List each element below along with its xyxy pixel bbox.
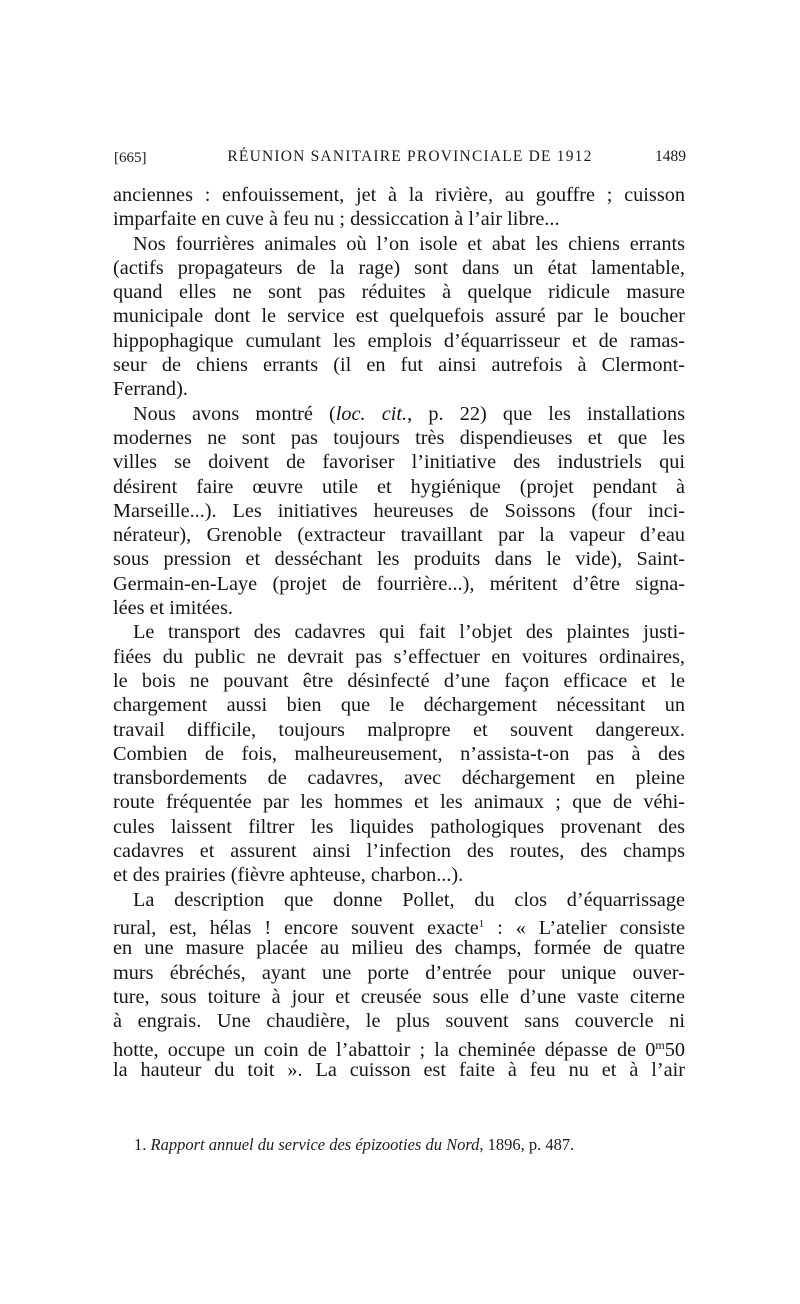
running-title: RÉUNION SANITAIRE PROVINCIALE DE 1912 [227, 148, 593, 165]
text-line: Ferrand). [113, 378, 188, 401]
footnote-title: Rapport annuel du service des épizooties du Nord [150, 1135, 480, 1154]
text-line: route fréquentée par les hommes et les animaux ; que de véhi- [113, 791, 685, 814]
text-line: transbordements de cadavres, avec déchargement en pleine [113, 767, 685, 790]
footnote-number: 1. [134, 1135, 147, 1154]
text-line: Marseille...). Les initiatives heureuses de Soissons (four inci- [113, 499, 685, 522]
text-line: cules laissent filtrer les liquides pathologiques provenant des [113, 815, 685, 838]
folio-number: 1489 [655, 148, 686, 165]
text-line: murs ébréchés, ayant une porte d’entrée pour unique ouver- [113, 961, 685, 984]
text-line: hippophagique cumulant les emplois d’équarrisseur et de ramas- [113, 329, 685, 352]
footnote [134, 1135, 654, 1155]
text-line: en une masure placée au milieu des champs, formée de quatre [113, 937, 685, 960]
text-line: hotte, occupe un coin de l’abattoir ; la cheminée dépasse de 0$^m$50 [113, 1038, 685, 1062]
running-header [114, 148, 686, 170]
text-line: Nous avons montré (loc. cit., p. 22) que les installations [133, 402, 685, 425]
text-fragment: : « L’atelier consiste [484, 916, 685, 939]
text-line: villes se doivent de favoriser l’initiative des industriels qui [113, 451, 685, 474]
text-line: imparfaite en cuve à feu nu ; dessiccation à l’air libre... [113, 208, 560, 231]
page-bracket-number: [665] [114, 150, 147, 166]
text-line: (actifs propagateurs de la rage) sont dans un état lamentable, [113, 256, 685, 279]
text-line: chargement aussi bien que le déchargement nécessitant un [113, 694, 685, 717]
text-line: sous pression et desséchant les produits dans le vide), Saint- [113, 548, 685, 571]
text-line: Germain-en-Laye (projet de fourrière...), méritent d’être signa- [113, 572, 685, 595]
text-fragment: 50 [664, 1039, 685, 1062]
text-line: Combien de fois, malheureusement, n’assista-t-on pas à des [113, 742, 685, 765]
text-line: nérateur), Grenoble (extracteur travaillant par la vapeur d’eau [113, 524, 685, 547]
text-line: désirent faire œuvre utile et hygiénique (projet pendant à [113, 475, 685, 498]
italic-citation: loc. cit. [335, 402, 408, 425]
footnote-marker: 1 [478, 917, 485, 930]
text-line: quand elles ne sont pas réduites à quelque ridicule masure [113, 281, 685, 304]
text-line: anciennes : enfouissement, jet à la rivière, au gouffre ; cuisson [113, 184, 685, 206]
text-line: travail difficile, toujours malpropre et souvent dangereux. [113, 718, 685, 741]
body-text [113, 183, 685, 1082]
text-line: Le transport des cadavres qui fait l’objet des plaintes justi- [133, 621, 685, 644]
unit-superscript: m [655, 1038, 665, 1053]
text-line: seur de chiens errants (il en fut ainsi autrefois à Clermont- [113, 354, 685, 377]
text-line: à engrais. Une chaudière, le plus souvent sans couvercle ni [113, 1010, 685, 1033]
text-line: lées et imitées. [113, 597, 233, 620]
text-line: ture, sous toiture à jour et creusée sous elle d’une vaste citerne [113, 985, 685, 1008]
text-line: rural, est, hélas ! encore souvent exacte$^1$ : « L’atelier consiste [113, 916, 685, 939]
text-line: fiées du public ne devrait pas s’effectuer en voitures ordinaires, [113, 645, 685, 668]
text-line: la hauteur du toit ». La cuisson est faite à feu nu et à l’air [113, 1058, 685, 1081]
text-line: Nos fourrières animales où l’on isole et abat les chiens errants [133, 232, 685, 255]
text-line: modernes ne sont pas toujours très dispendieuses et que les [113, 426, 685, 449]
text-line: et des prairies (fièvre aphteuse, charbon...). [113, 864, 464, 887]
text-line: cadavres et assurent ainsi l’infection des routes, des champs [113, 840, 685, 863]
text-line: le bois ne pouvant être désinfecté d’une façon efficace et le [113, 669, 685, 692]
footnote-rest: , 1896, p. 487. [479, 1135, 575, 1154]
text-line: La description que donne Pollet, du clos d’équarrissage [133, 888, 685, 911]
text-line: municipale dont le service est quelquefois assuré par le boucher [113, 305, 685, 328]
